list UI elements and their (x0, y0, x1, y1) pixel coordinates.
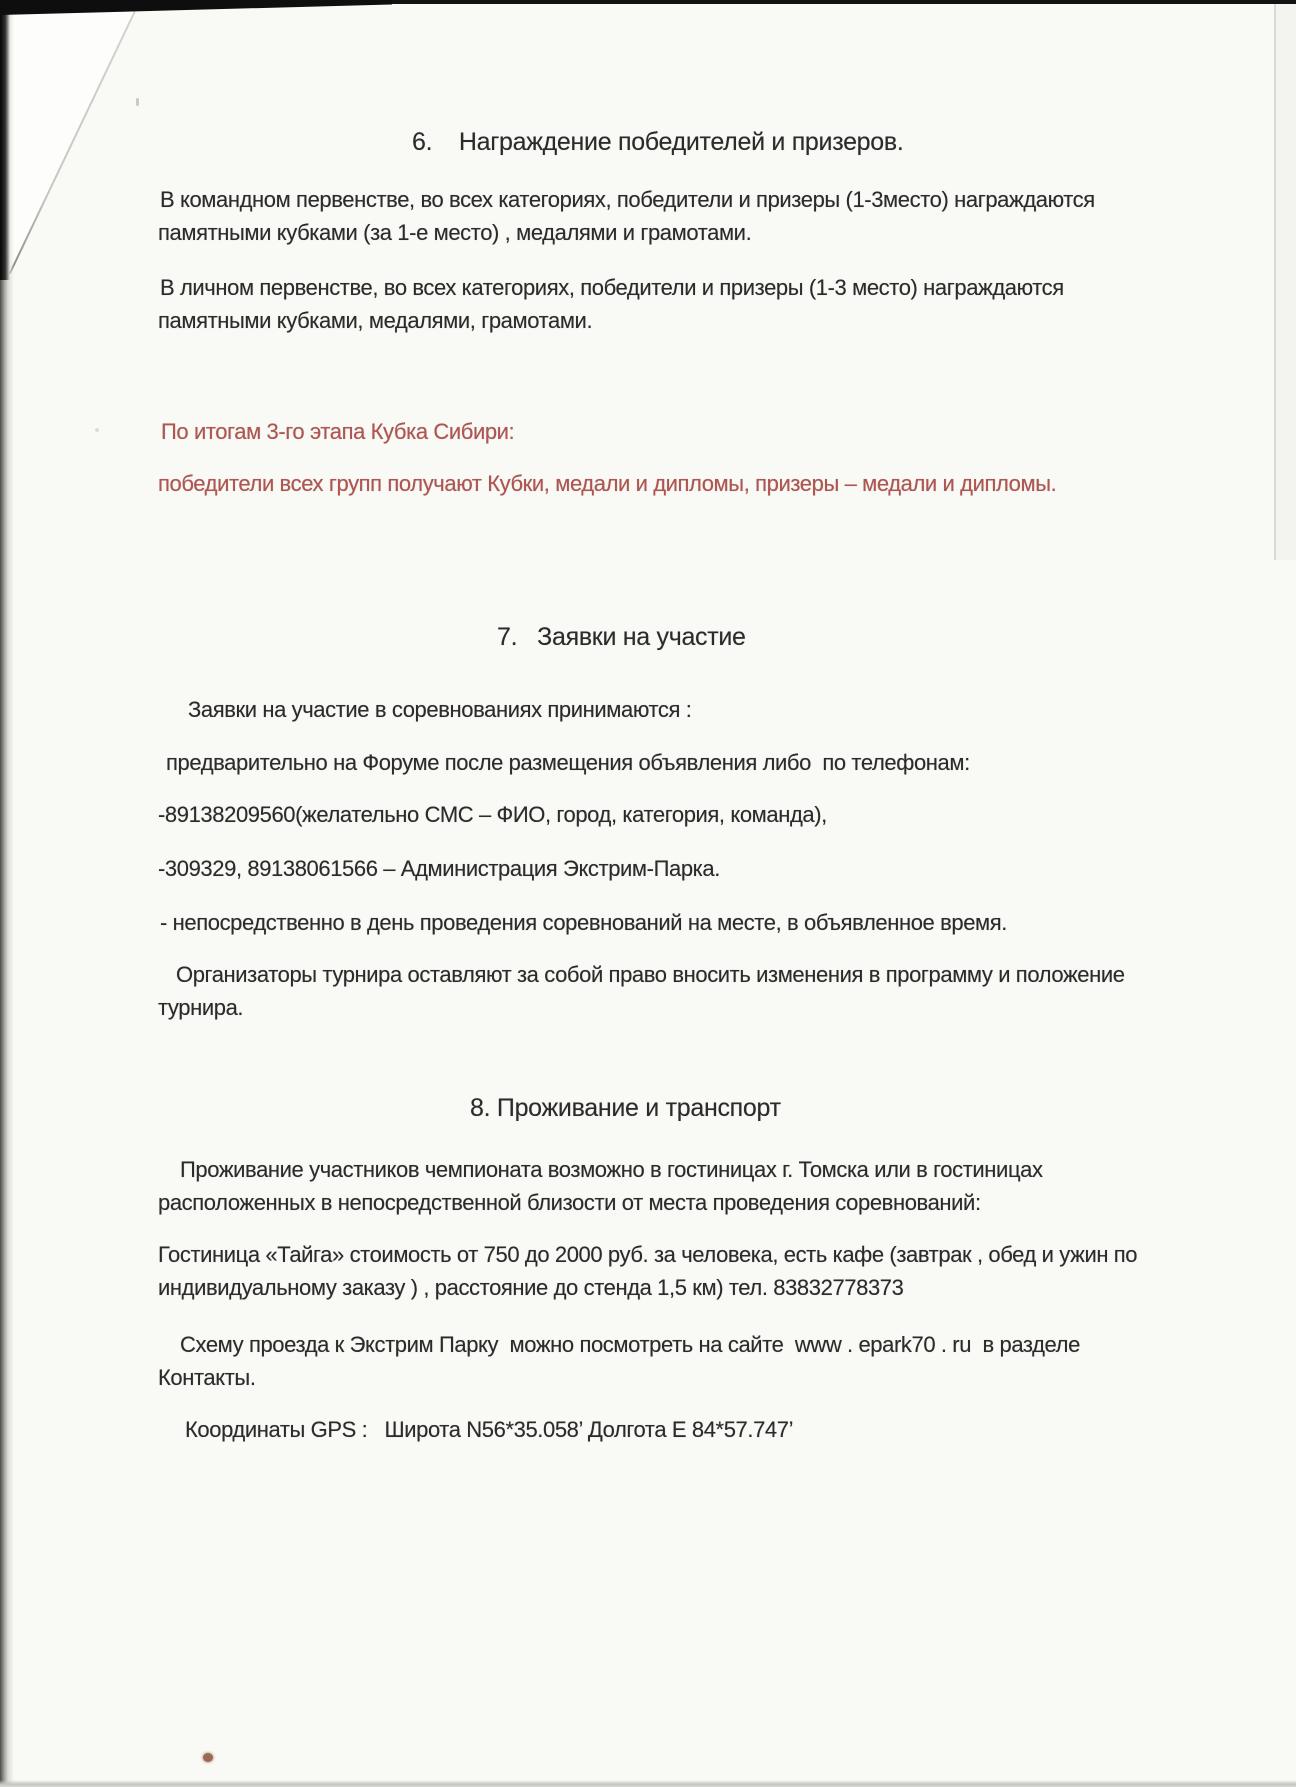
scan-ink-dot (203, 1753, 213, 1762)
para-phone-1: -89138209560(желательно СМС – ФИО, город, категория, команда), (158, 802, 827, 827)
para-applications-forum: предварительно на Форуме после размещения объявления либо по телефонам: (166, 750, 970, 775)
para-directions-line1: Схему проезда к Экстрим Парку можно посмотреть на сайте www . epark70 . ru в разделе (180, 1332, 1080, 1357)
para-applications-onsite: - непосредственно в день проведения соревнований на месте, в объявленное время. (160, 910, 1008, 935)
heading-section-6: 6. Награждение победителей и призеров. (412, 128, 904, 156)
scan-left-edge-dark (0, 0, 10, 280)
para-hotel-taiga-line2: индивидуальному заказу ) , расстояние до стенда 1,5 км) тел. 83832778373 (158, 1275, 904, 1300)
scan-speck (136, 98, 139, 106)
para-directions-line2: Контакты. (158, 1365, 256, 1390)
heading-section-8: 8. Проживание и транспорт (470, 1094, 781, 1122)
para-siberia-cup-intro: По итогам 3-го этапа Кубка Сибири: (161, 419, 515, 444)
para-organizers-rights-line2: турнира. (158, 995, 244, 1020)
para-organizers-rights-line1: Организаторы турнира оставляют за собой право вносить изменения в программу и положение (176, 962, 1125, 987)
para-applications-accepted: Заявки на участие в соревнованиях принимаются : (188, 697, 692, 722)
scan-right-edge-shade (1276, 4, 1296, 560)
para-personal-awards-line1: В личном первенстве, во всех категориях, победители и призеры (1-3 место) награждаются (160, 275, 1064, 300)
para-phone-2: -309329, 89138061566 – Администрация Экстрим-Парка. (158, 856, 720, 881)
scan-top-edge-bar (0, 0, 392, 15)
para-accommodation-line1: Проживание участников чемпионата возможно в гостиницах г. Томска или в гостиницах (180, 1157, 1043, 1182)
para-personal-awards-line2: памятными кубками, медалями, грамотами. (158, 308, 593, 333)
para-accommodation-line2: расположенных в непосредственной близости от места проведения соревнований: (158, 1190, 981, 1215)
heading-section-7: 7. Заявки на участие (497, 623, 746, 651)
para-gps-coordinates: Координаты GPS : Широта N56*35.058’ Долгота E 84*57.747’ (185, 1417, 794, 1442)
para-team-awards-line2: памятными кубками (за 1-е место) , медалями и грамотами. (158, 220, 752, 245)
para-hotel-taiga-line1: Гостиница «Тайга» стоимость от 750 до 2000 руб. за человека, есть кафе (завтрак , обед и ужин по (158, 1242, 1138, 1267)
para-siberia-cup-prizes: победители всех групп получают Кубки, медали и дипломы, призеры – медали и дипломы. (158, 471, 1057, 496)
para-team-awards-line1: В командном первенстве, во всех категориях, победители и призеры (1-3место) награждаются (160, 187, 1095, 212)
scan-bottom-edge (0, 1780, 1296, 1787)
scan-speck (95, 428, 99, 432)
